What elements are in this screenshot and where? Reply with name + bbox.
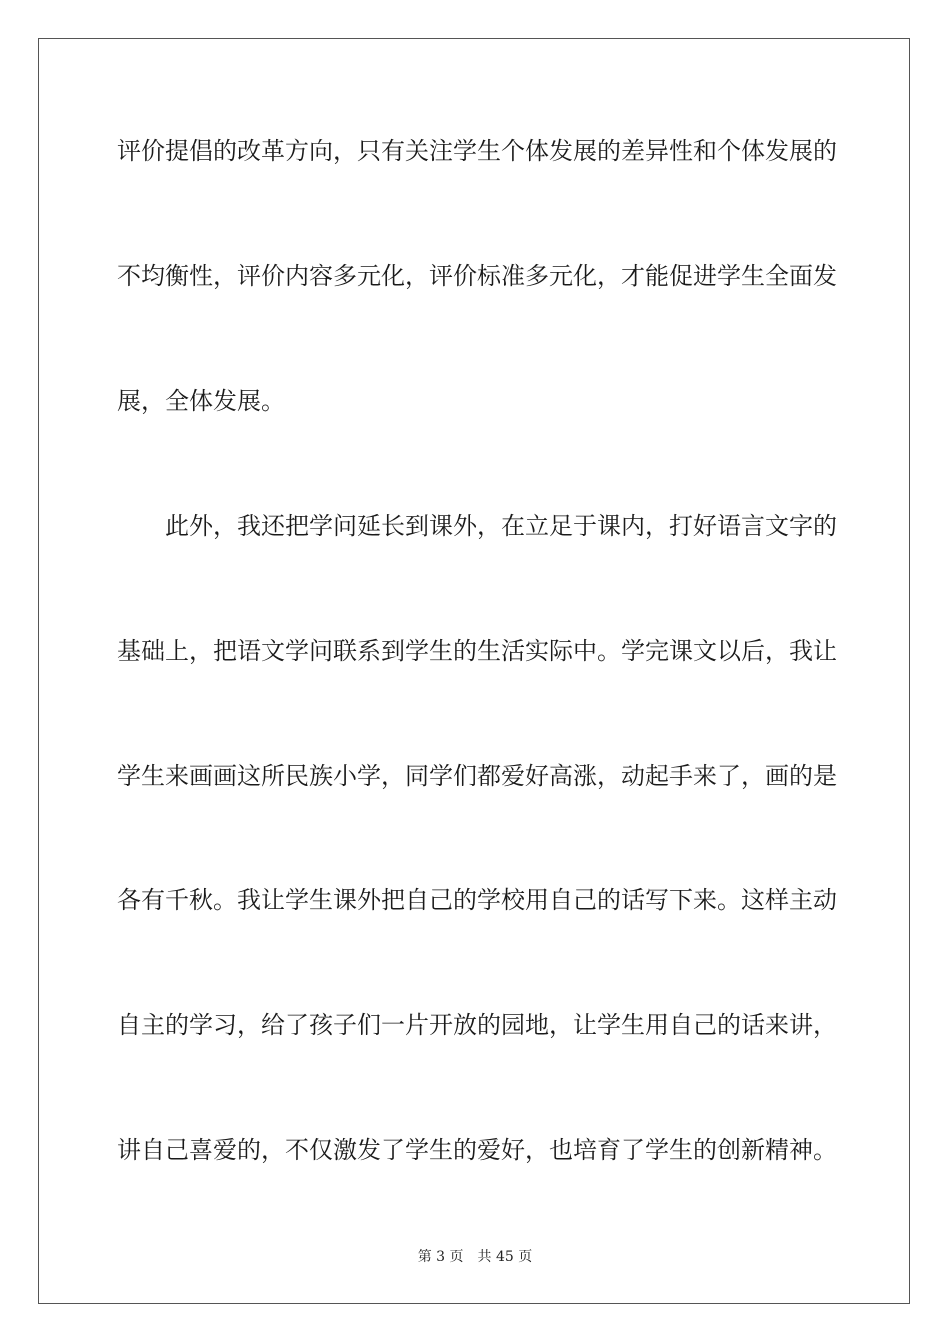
paragraph-line: 此外，我还把学问延长到课外，在立足于课内，打好语言文字的	[165, 512, 837, 540]
page-total: 共 45 页	[477, 1249, 533, 1265]
page-number: 第 3 页	[417, 1249, 464, 1265]
paragraph-line: 讲自己喜爱的，不仅激发了学生的爱好，也培育了学生的创新精神。	[117, 1136, 837, 1164]
paragraph-line: 各有千秋。我让学生课外把自己的学校用自己的话写下来。这样主动	[117, 886, 837, 914]
paragraph-line: 不均衡性，评价内容多元化，评价标准多元化，才能促进学生全面发	[117, 262, 837, 290]
paragraph-line: 基础上，把语文学问联系到学生的生活实际中。学完课文以后，我让	[117, 637, 837, 665]
paragraph-line: 评价提倡的改革方向，只有关注学生个体发展的差异性和个体发展的	[117, 137, 837, 165]
paragraph-line: 展，全体发展。	[117, 387, 285, 415]
page-footer	[0, 1247, 950, 1267]
paragraph-line: 学生来画画这所民族小学，同学们都爱好高涨，动起手来了，画的是	[117, 762, 837, 790]
paragraph-line: 自主的学习，给了孩子们一片开放的园地，让学生用自己的话来讲，	[117, 1011, 837, 1039]
page-border	[38, 38, 910, 1304]
